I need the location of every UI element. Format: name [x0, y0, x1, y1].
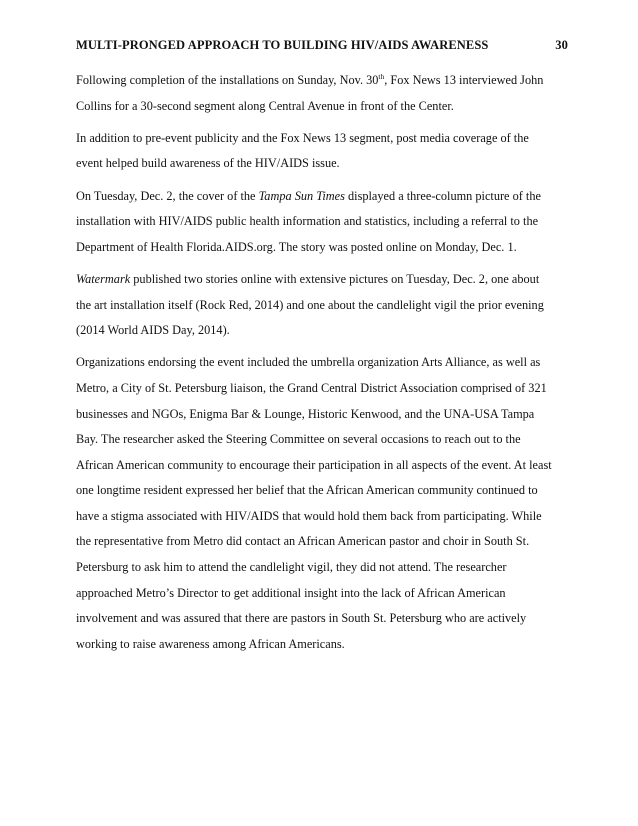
text-line: Petersburg to ask him to attend the candlelight vigil, they did not attend. The researcher	[76, 560, 507, 575]
text-line	[76, 68, 576, 94]
text-line: working to raise awareness among African Americans.	[76, 636, 345, 651]
text-line: Collins for a 30-second segment along Central Avenue in front of the Center.	[76, 98, 454, 113]
text-line: involvement and was assured that there are pastors in South St. Petersburg who are actively	[76, 611, 527, 626]
text-line: the representative from Metro did contact an African American pastor and choir in South St.	[76, 534, 530, 549]
running-header	[76, 38, 568, 53]
paragraph-tampa-sun-times	[76, 184, 576, 261]
paragraph-organizations	[76, 350, 576, 657]
body-text	[76, 68, 576, 657]
text-line: Metro, a City of St. Petersburg liaison, the Grand Central District Association comprised of 321	[76, 380, 547, 395]
text-line: approached Metro’s Director to get additional insight into the lack of African American	[76, 585, 506, 600]
page-number: 30	[555, 38, 568, 52]
running-head-title: MULTI-PRONGED APPROACH TO BUILDING HIV/AIDS AWARENESS	[76, 38, 489, 52]
publication-title: Tampa Sun Times	[258, 188, 345, 203]
paragraph-watermark	[76, 267, 576, 344]
text-line: On Tuesday, Dec. 2, the cover of the Tampa Sun Times displayed a three-column picture of the	[76, 188, 541, 203]
text-line: Department of Health Florida.AIDS.org. The story was posted online on Monday, Dec. 1.	[76, 239, 517, 254]
superscript: th	[378, 71, 385, 81]
text-line: Bay. The researcher asked the Steering Committee on several occasions to reach out to the	[76, 432, 521, 447]
text-line: installation with HIV/AIDS public health information and statistics, including a referral to the	[76, 214, 539, 229]
text-line: one longtime resident expressed her belief that the African American community continued to	[76, 483, 538, 498]
paragraph-post-media	[76, 126, 576, 177]
text-line: event helped build awareness of the HIV/AIDS issue.	[76, 156, 340, 171]
text-line: have a stigma associated with HIV/AIDS that would hold them back from participating. While	[76, 508, 542, 523]
text-span: Following completion of the installations on Sunday, Nov. 30th, Fox News 13 interviewed John	[76, 71, 544, 87]
text-line: the art installation itself (Rock Red, 2014) and one about the candlelight vigil the prior evening	[76, 297, 544, 312]
text-line: Organizations endorsing the event included the umbrella organization Arts Alliance, as well as	[76, 355, 541, 370]
text-line: (2014 World AIDS Day, 2014).	[76, 323, 230, 338]
publication-title: Watermark	[76, 271, 131, 286]
paragraph-fox-news	[76, 68, 576, 119]
text-line: In addition to pre-event publicity and the Fox News 13 segment, post media coverage of the	[76, 130, 529, 145]
text-line: African American community to encourage their participation in all aspects of the event. At least	[76, 457, 552, 472]
text-line: businesses and NGOs, Enigma Bar & Lounge, Historic Kenwood, and the UNA-USA Tampa	[76, 406, 535, 421]
text-line: Watermark published two stories online with extensive pictures on Tuesday, Dec. 2, one about	[76, 271, 540, 286]
